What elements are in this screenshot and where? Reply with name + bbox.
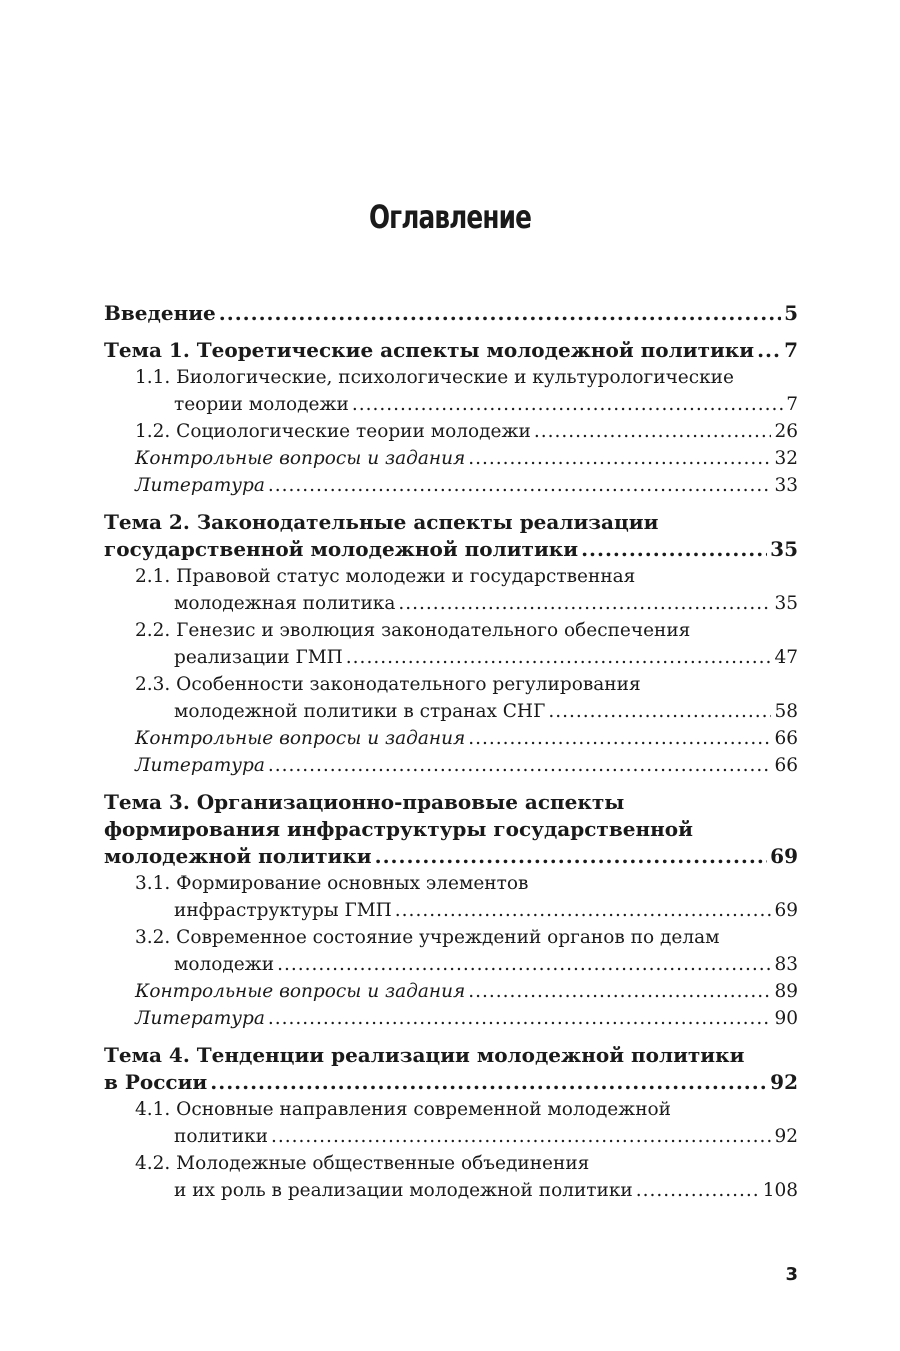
toc-questions-label: Контрольные вопросы и задания <box>135 448 466 469</box>
toc-subentry-text: молодежная политика <box>174 593 396 614</box>
toc-topic-title: государственной молодежной политики <box>104 537 579 561</box>
toc-page-number: 66 <box>774 728 798 749</box>
toc-topic-2-line1 <box>104 509 798 536</box>
toc-subentry-text: 4.1. Основные направления современной молодежной <box>135 1099 671 1120</box>
toc-topic-title: Тема 4. Тенденции реализации молодежной политики <box>104 1043 745 1067</box>
leader-dots <box>398 590 771 617</box>
toc-literature-2 <box>104 752 798 779</box>
toc-page-number: 92 <box>774 1126 798 1147</box>
toc-subentry-text: 1.2. Социологические теории молодежи <box>135 421 531 442</box>
toc-page-number: 108 <box>762 1180 798 1201</box>
toc-literature-label: Литература <box>135 755 265 776</box>
leader-dots <box>271 1123 771 1150</box>
toc-topic-title: в России <box>104 1070 208 1094</box>
toc-page-number: 58 <box>774 701 798 722</box>
toc-page-number: 7 <box>784 338 798 362</box>
toc-page-number: 47 <box>774 647 798 668</box>
toc-literature-label: Литература <box>135 1008 265 1029</box>
toc-subentry-3-2-line2 <box>104 951 798 978</box>
toc-page-number: 83 <box>774 954 798 975</box>
toc-questions-3 <box>104 978 798 1005</box>
toc-subentry-text: реализации ГМП <box>174 647 343 668</box>
toc-subentry-text: теории молодежи <box>174 394 349 415</box>
toc-subentry-2-2-line1 <box>104 617 798 644</box>
toc-subentry-2-3-line2 <box>104 698 798 725</box>
leader-dots <box>395 897 772 924</box>
leader-dots <box>352 391 783 418</box>
toc-subentry-text: 4.2. Молодежные общественные объединения <box>135 1153 590 1174</box>
leader-dots <box>375 843 768 870</box>
toc-subentry-text: политики <box>174 1126 269 1147</box>
leader-dots <box>581 536 767 563</box>
toc-subentry-2-1-line2 <box>104 590 798 617</box>
leader-dots <box>757 337 781 364</box>
toc-topic-title: Тема 3. Организационно-правовые аспекты <box>104 790 625 814</box>
table-of-contents <box>104 300 798 1204</box>
toc-literature-1 <box>104 472 798 499</box>
toc-subentry-text: 3.2. Современное состояние учреждений органов по делам <box>135 927 720 948</box>
toc-subentry-1-2 <box>104 418 798 445</box>
toc-entry-title: Введение <box>104 301 216 325</box>
toc-page-number: 35 <box>774 593 798 614</box>
toc-subentry-2-1-line1 <box>104 563 798 590</box>
toc-subentry-text: 1.1. Биологические, психологические и культурологические <box>135 367 734 388</box>
toc-page-number: 33 <box>774 475 798 496</box>
toc-topic-title: Тема 1. Теоретические аспекты молодежной политики <box>104 338 755 362</box>
toc-page-number: 69 <box>770 844 798 868</box>
toc-subentry-text: молодежной политики в странах СНГ <box>174 701 546 722</box>
toc-subentry-text: 2.3. Особенности законодательного регулирования <box>135 674 641 695</box>
toc-page-number: 35 <box>770 537 798 561</box>
toc-entry-intro <box>104 300 798 327</box>
toc-topic-1 <box>104 337 798 364</box>
toc-subentry-2-3-line1 <box>104 671 798 698</box>
toc-subentry-text: инфраструктуры ГМП <box>174 900 392 921</box>
leader-dots <box>468 445 771 472</box>
toc-subentry-3-2-line1 <box>104 924 798 951</box>
toc-page-number: 92 <box>770 1070 798 1094</box>
toc-subentry-text: молодежи <box>174 954 275 975</box>
toc-subentry-2-2-line2 <box>104 644 798 671</box>
page-number: 3 <box>785 1264 798 1285</box>
leader-dots <box>277 951 771 978</box>
page-title: Оглавление <box>368 198 532 236</box>
toc-topic-title: Тема 2. Законодательные аспекты реализации <box>104 510 659 534</box>
toc-page-number: 5 <box>784 301 798 325</box>
toc-subentry-4-2-line2 <box>104 1177 798 1204</box>
toc-questions-label: Контрольные вопросы и задания <box>135 981 466 1002</box>
toc-literature-3 <box>104 1005 798 1032</box>
leader-dots <box>468 725 771 752</box>
toc-subentry-3-1-line1 <box>104 870 798 897</box>
toc-page-number: 32 <box>774 448 798 469</box>
leader-dots <box>268 752 772 779</box>
toc-literature-label: Литература <box>135 475 265 496</box>
toc-page-number: 26 <box>774 421 798 442</box>
leader-dots <box>268 1005 772 1032</box>
toc-topic-3-line3 <box>104 843 798 870</box>
leader-dots <box>346 644 772 671</box>
toc-page-number: 69 <box>774 900 798 921</box>
toc-subentry-4-2-line1 <box>104 1150 798 1177</box>
leader-dots <box>548 698 771 725</box>
toc-page-number: 90 <box>774 1008 798 1029</box>
toc-topic-4-line1 <box>104 1042 798 1069</box>
leader-dots <box>534 418 772 445</box>
toc-subentry-1-1-line1 <box>104 364 798 391</box>
toc-subentry-text: 2.1. Правовой статус молодежи и государственная <box>135 566 636 587</box>
toc-questions-1 <box>104 445 798 472</box>
toc-questions-label: Контрольные вопросы и задания <box>135 728 466 749</box>
toc-subentry-text: 3.1. Формирование основных элементов <box>135 873 529 894</box>
leader-dots <box>210 1069 767 1096</box>
toc-subentry-text: 2.2. Генезис и эволюция законодательного обеспечения <box>135 620 691 641</box>
toc-topic-2-line2 <box>104 536 798 563</box>
toc-page-number: 7 <box>786 394 798 415</box>
toc-subentry-4-1-line2 <box>104 1123 798 1150</box>
toc-topic-title: формирования инфраструктуры государственной <box>104 817 693 841</box>
leader-dots <box>219 300 781 327</box>
toc-topic-3-line2 <box>104 816 798 843</box>
toc-subentry-text: и их роль в реализации молодежной политики <box>174 1180 633 1201</box>
leader-dots <box>268 472 772 499</box>
toc-topic-title: молодежной политики <box>104 844 372 868</box>
toc-topic-4-line2 <box>104 1069 798 1096</box>
toc-questions-2 <box>104 725 798 752</box>
toc-topic-3-line1 <box>104 789 798 816</box>
toc-subentry-3-1-line2 <box>104 897 798 924</box>
toc-subentry-1-1-line2 <box>104 391 798 418</box>
leader-dots <box>636 1177 760 1204</box>
toc-subentry-4-1-line1 <box>104 1096 798 1123</box>
toc-page-number: 66 <box>774 755 798 776</box>
toc-page-number: 89 <box>774 981 798 1002</box>
leader-dots <box>468 978 771 1005</box>
